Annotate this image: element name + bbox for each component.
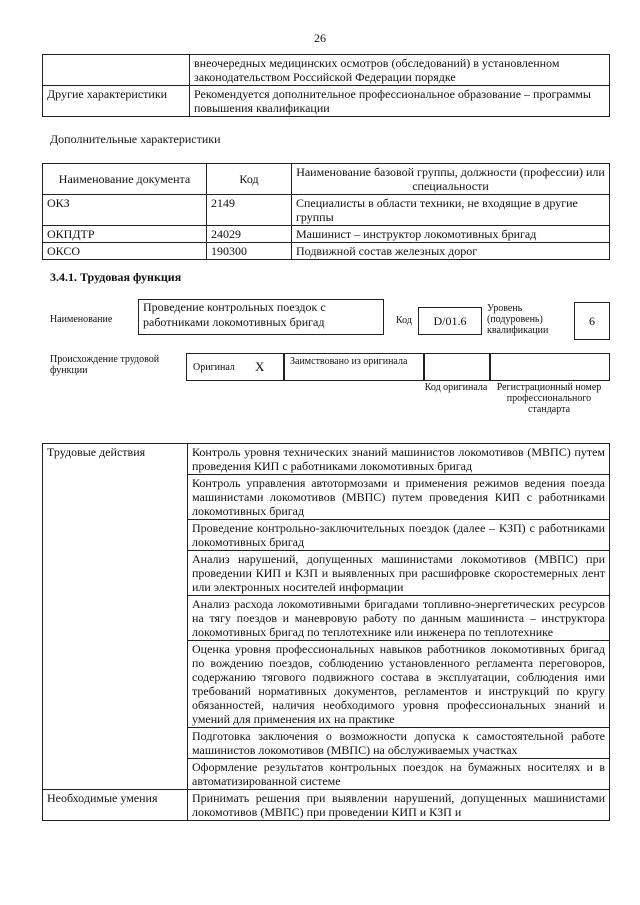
function-name: Проведение контрольных поездок с работниками локомотивных бригад xyxy=(143,300,326,329)
column-header: Наименование документа xyxy=(43,164,207,195)
original-box xyxy=(186,353,284,381)
table-cell: ОКСО xyxy=(43,243,207,260)
skills-label: Необходимые умения xyxy=(43,790,188,821)
original-label: Оригинал xyxy=(193,362,235,373)
code-caption: Код оригинала xyxy=(424,382,488,393)
level-value: 6 xyxy=(589,314,595,328)
function-code: D/01.6 xyxy=(433,314,467,328)
labor-action-item: Анализ расхода локомотивными бригадами топливно-энергетических ресурсов на тягу поездов и маневровую работу по данным машиниста – инструктора локомотивных бригад по теплотехнике или инженера по теплотехнике xyxy=(188,596,610,641)
code-label: Код xyxy=(396,315,412,326)
page-number: 26 xyxy=(314,31,326,45)
function-heading: 3.4.1. Трудовая функция xyxy=(50,270,182,284)
table-row xyxy=(43,243,610,260)
table-cell: внеочередных медицинских осмотров (обследований) в установленном законодательством Российской Федерации порядке xyxy=(190,55,610,86)
borrowed-label: Заимствовано из оригинала xyxy=(290,356,408,367)
column-header: Наименование базовой группы, должности (профессии) или специальности xyxy=(292,164,610,195)
table-cell: Другие характеристики xyxy=(43,86,190,117)
labor-action-item: Контроль управления автотормозами и применения режимов ведения поезда машинистами локомотивов (МВПС) путем проведения КИП с работниками локомотивных бригад xyxy=(188,475,610,520)
original-code-box xyxy=(424,353,490,381)
table-row xyxy=(43,226,610,243)
table-cell: Подвижной состав железных дорог xyxy=(292,243,610,260)
table-cell: ОКЗ xyxy=(43,195,207,226)
registration-caption: Регистрационный номер профессионального стандарта xyxy=(496,382,602,415)
column-header: Код xyxy=(207,164,292,195)
labor-actions-label: Трудовые действия xyxy=(43,444,188,790)
level-label: Уровень (подуровень) квалификации xyxy=(487,303,549,336)
labor-action-item: Оценка уровня профессиональных навыков работников локомотивных бригад по вождению поездов, соблюдению установленного регламента переговоров, содержанию тягового подвижного состава в эксплуатации, соблюдения ими требований нормативных документов, регламентов и инструкций по кругу обязанностей, наличия необходимого уровня профессиональных знаний и умений для применения их на практике xyxy=(188,641,610,728)
table-row xyxy=(43,790,610,821)
skill-item: Принимать решения при выявлении нарушений, допущенных машинистами локомотивов (МВПС) при проведении КИП и КЗП и xyxy=(188,790,610,821)
labor-action-item: Проведение контрольно-заключительных поездок (далее – КЗП) с работниками локомотивных бригад xyxy=(188,520,610,551)
labor-function-table xyxy=(42,443,610,821)
table-cell: 190300 xyxy=(207,243,292,260)
table-row xyxy=(43,195,610,226)
table-row xyxy=(43,86,610,117)
origin-label: Происхождение трудовой функции xyxy=(50,354,160,376)
table-row xyxy=(43,444,610,475)
top-table xyxy=(42,54,610,117)
table-cell: ОКПДТР xyxy=(43,226,207,243)
table-cell: Машинист – инструктор локомотивных бригад xyxy=(292,226,610,243)
table-cell: Специалисты в области техники, не входящие в другие группы xyxy=(292,195,610,226)
table-row xyxy=(43,55,610,86)
borrowed-box xyxy=(284,353,424,381)
level-box xyxy=(574,302,610,340)
labor-action-item: Подготовка заключения о возможности допуска к самостоятельной работе машинистов локомотивов (МВПС) на обслуживаемых участках xyxy=(188,728,610,759)
table-cell: 24029 xyxy=(207,226,292,243)
labor-action-item: Анализ нарушений, допущенных машинистами локомотивов (МВПС) при проведении КИП и КЗП и выявленных при расшифровке скоростемерных лент или электронных носителей информации xyxy=(188,551,610,596)
labor-action-item: Контроль уровня технических знаний машинистов локомотивов (МВПС) путем проведения КИП с работниками локомотивных бригад xyxy=(188,444,610,475)
additional-characteristics-table xyxy=(42,163,610,260)
name-label: Наименование xyxy=(50,314,113,325)
function-code-box xyxy=(418,307,482,335)
section-subheading: Дополнительные характеристики xyxy=(50,132,221,146)
table-header-row xyxy=(43,164,610,195)
table-cell: Рекомендуется дополнительное профессиональное образование – программы повышения квалификации xyxy=(190,86,610,117)
registration-number-box xyxy=(490,353,610,381)
function-name-box xyxy=(138,299,384,335)
original-mark: X xyxy=(255,359,265,374)
labor-action-item: Оформление результатов контрольных поездок на бумажных носителях и в автоматизированной системе xyxy=(188,759,610,790)
table-cell: 2149 xyxy=(207,195,292,226)
table-cell xyxy=(43,55,190,86)
